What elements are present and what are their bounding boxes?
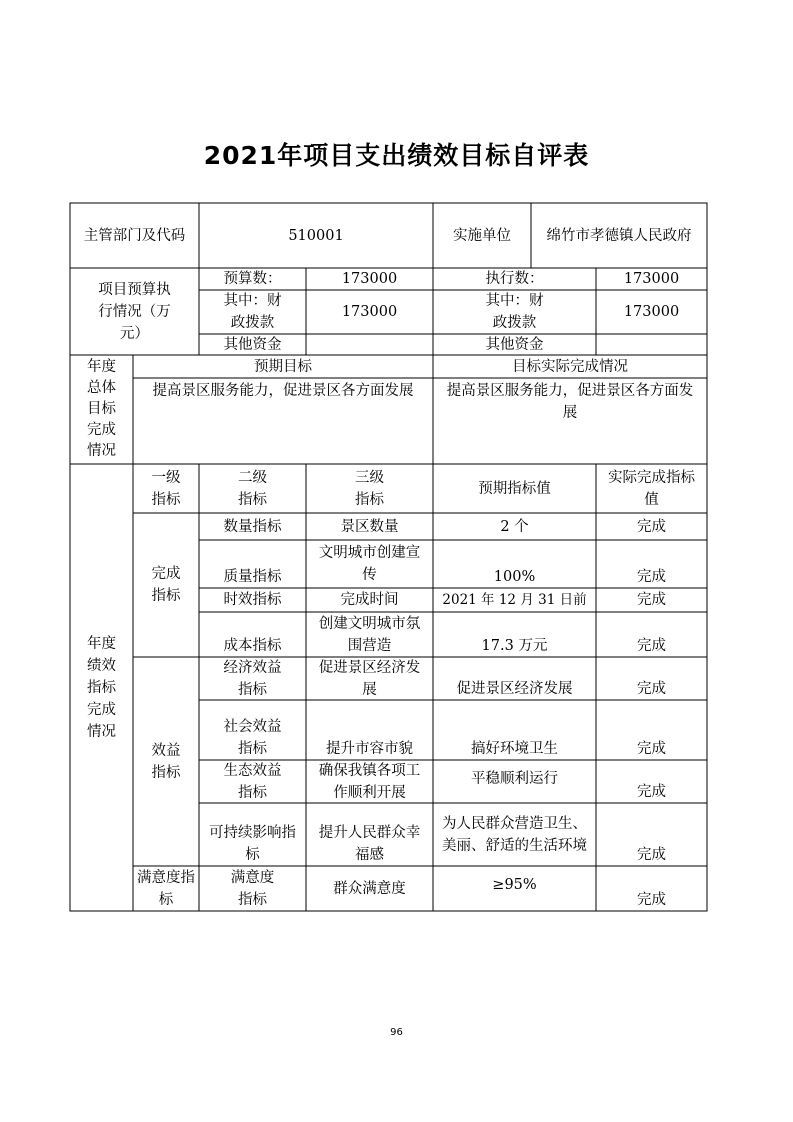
table-row-5-l3: 提升市容市貌 <box>326 741 413 757</box>
fiscal-label-right: 其中：财政拨款 <box>485 293 544 331</box>
dept-code: 510001 <box>288 227 344 244</box>
col-level1-header: 一级指标 <box>151 469 181 508</box>
table-row-8-l2: 满意度指标 <box>230 869 275 908</box>
actual-goal-text: 提高景区服务能力，促进景区各方面发展 <box>446 383 694 421</box>
table-row-1-expected: 100% <box>493 569 536 585</box>
table-row-1-actual: 完成 <box>637 569 666 585</box>
table-row-3-expected: 17.3 万元 <box>481 638 548 654</box>
table-row-0-actual: 完成 <box>637 518 666 535</box>
expected-goal-text: 提高景区服务能力，促进景区各方面发展 <box>152 383 414 399</box>
table-row-8-actual: 完成 <box>637 892 666 908</box>
table-row-4-l2: 经济效益指标 <box>223 659 282 698</box>
other-funds-right: 其他资金 <box>485 336 544 353</box>
table-row-1-l2: 质量指标 <box>223 569 282 585</box>
budget-amount-value: 173000 <box>341 271 398 287</box>
table-row-6-actual: 完成 <box>637 784 666 800</box>
group-benefit: 效益指标 <box>151 742 181 781</box>
fiscal-value-right: 173000 <box>623 304 680 320</box>
table-row-3-l3: 创建文明城市氛围营造 <box>318 615 421 654</box>
table-row-6-l2: 生态效益指标 <box>223 762 282 801</box>
table-row-7-l3: 提升人民群众幸福感 <box>318 825 421 863</box>
col-level2-header: 二级指标 <box>238 469 267 508</box>
actual-goal-header: 目标实际完成情况 <box>512 358 628 375</box>
table-row-0-l2: 数量指标 <box>223 518 282 535</box>
table-row-2-l2: 时效指标 <box>223 592 282 608</box>
indicators-label: 年度绩效指标完成情况 <box>87 635 116 740</box>
table-row-1-l3: 文明城市创建宣传 <box>318 545 421 583</box>
table-row-0-l3: 景区数量 <box>340 518 399 535</box>
group-satisfaction: 满意度指标 <box>137 869 195 908</box>
table-row-4-expected: 促进景区经济发展 <box>456 681 573 697</box>
page-number: 96 <box>390 1027 403 1038</box>
exec-amount-label: 执行数： <box>485 271 544 287</box>
table-row-4-actual: 完成 <box>637 681 666 697</box>
unit-name: 绵竹市孝德镇人民政府 <box>546 227 692 244</box>
budget-amount-label: 预算数： <box>223 271 282 287</box>
table-row-7-expected: 为人民群众营造卫生、美丽、舒适的生活环境 <box>442 815 587 854</box>
table-row-6-expected: 平稳顺利运行 <box>471 771 558 787</box>
col-expected-header: 预期指标值 <box>478 480 551 497</box>
table-row-8-l3: 群众满意度 <box>333 880 406 897</box>
table-row-2-actual: 完成 <box>637 592 666 608</box>
table-row-5-l2: 社会效益指标 <box>223 719 282 757</box>
table-row-3-actual: 完成 <box>637 638 666 654</box>
table-row-2-expected: 2021 年 12 月 31 日前 <box>442 592 587 608</box>
col-actual-header: 实际完成指标值 <box>608 469 695 508</box>
annual-goal-label: 年度总体目标完成情况 <box>87 359 116 459</box>
unit-label: 实施单位 <box>453 227 511 244</box>
expected-goal-header: 预期目标 <box>254 358 312 375</box>
table-row-7-l2: 可持续影响指标 <box>209 825 296 863</box>
fiscal-label-left: 其中：财政拨款 <box>223 293 282 331</box>
budget-label: 项目预算执行情况（万元） <box>98 281 171 342</box>
exec-amount-value: 173000 <box>623 271 680 287</box>
table-row-2-l3: 完成时间 <box>340 592 399 608</box>
table-row-0-expected: 2 个 <box>500 518 529 535</box>
dept-label: 主管部门及代码 <box>83 227 186 244</box>
fiscal-value-left: 173000 <box>341 304 398 320</box>
other-funds-left: 其他资金 <box>223 336 282 353</box>
table-row-8-expected: ≥95% <box>492 877 537 893</box>
table-row-5-expected: 搞好环境卫生 <box>471 741 558 757</box>
group-completion: 完成指标 <box>151 566 181 604</box>
table-row-4-l3: 促进景区经济发展 <box>318 659 421 698</box>
table-row-5-actual: 完成 <box>637 741 666 757</box>
page-title: 2021年项目支出绩效目标自评表 <box>203 141 590 170</box>
table-row-6-l3: 确保我镇各项工作顺利开展 <box>318 762 421 801</box>
table-row-3-l2: 成本指标 <box>223 638 282 654</box>
table-row-7-actual: 完成 <box>637 847 666 863</box>
col-level3-header: 三级指标 <box>355 469 384 508</box>
